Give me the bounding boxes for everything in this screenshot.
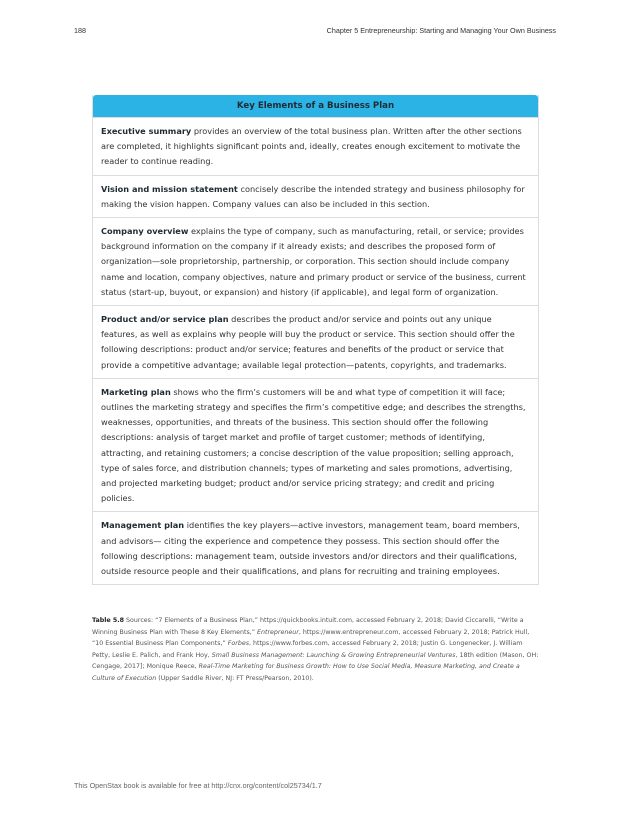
page-footer: This OpenStax book is available for free at http://cnx.org/content/col25734/1.7: [74, 781, 322, 790]
caption-text: (Upper Saddle River, NJ: FT Press/Pearson, 2010).: [156, 674, 314, 682]
table-row-management-plan: [93, 511, 538, 584]
table-row-vision-mission: [93, 175, 538, 217]
row-term: Company overview: [101, 226, 189, 237]
row-term: Management plan: [101, 520, 185, 531]
caption-source-title: Real-Time Marketing for Business Growth: How to Use Social Media, Measure Marketing, and Create a Culture of Execution: [92, 663, 520, 682]
caption-text: , https://www.forbes.com, accessed February 2, 2018; Justin G. Longenecker, J. William Petty, Leslie E. Palich, and Frank Hoy,: [92, 640, 523, 659]
table-title: Key Elements of a Business Plan: [93, 95, 538, 117]
row-text: concisely describe the intended strategy and business philosophy for making the vision happen. Company values can also be included in this section.: [101, 183, 525, 209]
table-row-company-overview: [93, 217, 538, 305]
table-caption: [92, 615, 539, 685]
table-row-product-service-plan: [93, 305, 538, 378]
row-text: describes the product and/or service and points out any unique features, as well as explains why people will buy the product or service. This section should offer the following descriptions: product and/or service; features and benefits of the product or service that provide a competitive advantage; available legal protection—patents, copyrights, and trademarks.: [101, 314, 515, 370]
row-text: shows who the firm’s customers will be and what type of competition it will face; outlines the marketing strategy and specifies the firm’s competitive edge; and describes the strengths, weaknesses, opportunities, and threats of the business. This section should offer the following descriptions: analysis of target market and profile of target customer; methods of identifying, attracting, and retaining customers; a concise description of the value proposition; selling approach, type of sales force, and distribution channels; types of marketing and sales promotions, advertising, and projected marketing budget; product and/or service pricing strategy; and credit and pricing policies.: [101, 386, 526, 504]
chapter-title: Chapter 5 Entrepreneurship: Starting and Managing Your Own Business: [326, 26, 556, 35]
row-text: explains the type of company, such as manufacturing, retail, or service; provides background information on the company if it already exists; and describes the proposed form of organization—sole proprietorship, partnership, or corporation. This section should include company name and location, company objectives, nature and primary product or service of the business, current status (start-up, buyout, or expansion) and history (if applicable), and legal form of organization.: [101, 226, 526, 297]
row-term: Executive summary: [101, 126, 192, 136]
row-term: Vision and mission statement: [101, 183, 238, 194]
row-term: Product and/or service plan: [101, 314, 229, 325]
row-term: Marketing plan: [101, 386, 171, 397]
page-number: 188: [74, 26, 86, 35]
table-row-executive-summary: [93, 117, 538, 175]
table-row-marketing-plan: [93, 378, 538, 512]
caption-text: , 18th edition (Mason, OH: Cengage, 2017]; Monique Reece,: [92, 651, 539, 671]
caption-text: , https://www.entrepreneur.com, accessed February 2, 2018; Patrick Hull, “10 Essential Business Plan Components,”: [92, 628, 530, 648]
business-plan-table: [92, 95, 539, 585]
row-text: identifies the key players—active investors, management team, board members, and advisors— citing the experience and competence they possess. This section should offer the following descriptions: management team, outside investors and/or directors and their qualifications, outside resource people and their qualifications, and plans for recruiting and training employees.: [101, 520, 520, 577]
caption-label: Table 5.8: [92, 617, 125, 624]
caption-source-title: Entrepreneur: [257, 628, 299, 636]
caption-text: Sources: “7 Elements of a Business Plan,” https://quickbooks.intuit.com, accessed February 2, 2018; David Ciccarelli, “Write a Winning Business Plan with These 8 Key Elements,”: [92, 617, 524, 636]
caption-source-title: Forbes: [227, 640, 249, 648]
row-text: provides an overview of the total business plan. Written after the other sections are completed, it highlights significant points and, ideally, creates enough excitement to motivate the reader to continue reading.: [101, 126, 522, 167]
caption-source-title: Small Business Management: Launching & Growing Entrepreneurial Ventures: [211, 651, 456, 659]
